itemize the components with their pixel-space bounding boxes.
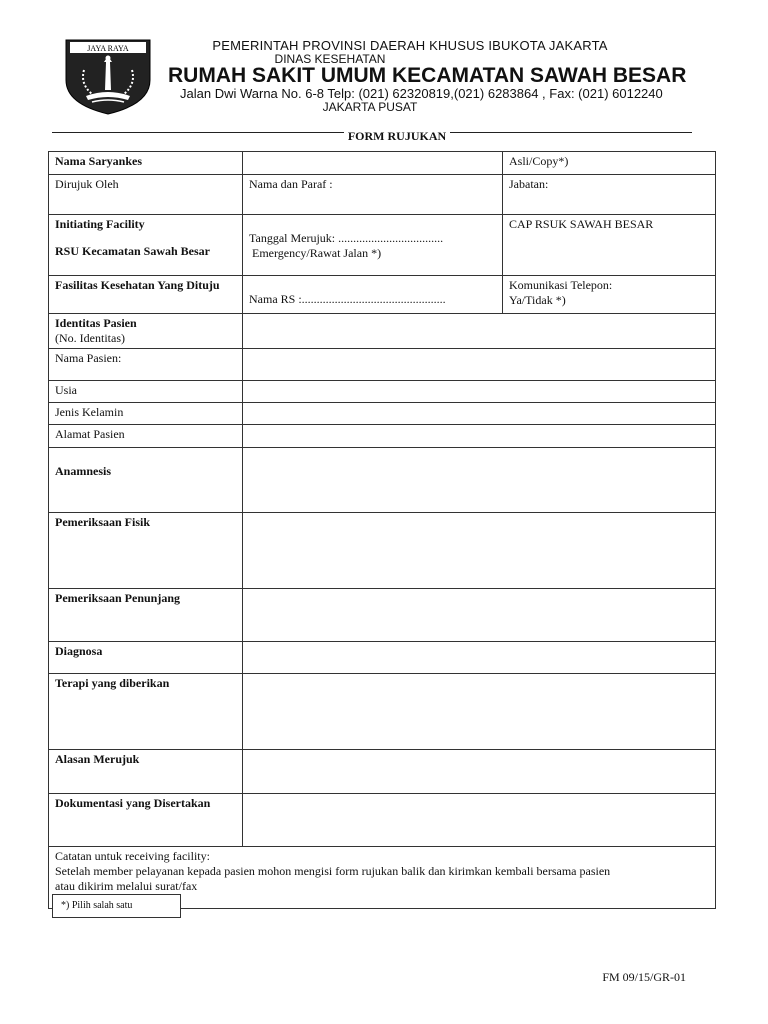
label-dirujuk-oleh: Dirujuk Oleh xyxy=(49,175,243,215)
field-identitas-pasien[interactable] xyxy=(243,314,716,349)
field-pemeriksaan-fisik[interactable] xyxy=(243,513,716,589)
row-alasan-merujuk xyxy=(49,750,716,794)
initiating-facility-label: Initiating Facility xyxy=(55,217,145,231)
label-initiating-facility xyxy=(49,215,243,276)
field-terapi[interactable] xyxy=(243,674,716,750)
no-identitas-label: (No. Identitas) xyxy=(55,331,125,345)
field-diagnosa[interactable] xyxy=(243,642,716,674)
field-komunikasi-telepon[interactable] xyxy=(503,276,716,314)
row-usia xyxy=(49,381,716,403)
form-title-text: FORM RUJUKAN xyxy=(344,129,450,143)
row-dirujuk-oleh xyxy=(49,175,716,215)
field-anamnesis[interactable] xyxy=(243,448,716,513)
pilih-salah-satu-note: *) Pilih salah satu xyxy=(52,894,181,918)
row-jenis-kelamin xyxy=(49,403,716,425)
label-fasilitas-dituju: Fasilitas Kesehatan Yang Dituju xyxy=(49,276,243,314)
row-identitas-pasien xyxy=(49,314,716,349)
field-jenis-kelamin[interactable] xyxy=(243,403,716,425)
row-dokumentasi xyxy=(49,794,716,847)
field-pemeriksaan-penunjang[interactable] xyxy=(243,589,716,642)
tanggal-merujuk-text: Tanggal Merujuk: ................................... xyxy=(249,231,444,245)
government-name: PEMERINTAH PROVINSI DAERAH KHUSUS IBUKOTA JAKARTA xyxy=(212,38,608,53)
hospital-logo xyxy=(62,36,154,116)
row-pemeriksaan-penunjang xyxy=(49,589,716,642)
rsu-kecamatan-label: RSU Kecamatan Sawah Besar xyxy=(55,244,210,258)
field-nama-pasien[interactable] xyxy=(243,349,716,381)
notes-line-3: atau dikirim melalui surat/fax xyxy=(55,879,198,893)
row-nama-saryankes xyxy=(49,152,716,175)
label-alamat-pasien: Alamat Pasien xyxy=(49,425,243,448)
nama-rs-text: Nama RS :................................................ xyxy=(249,292,446,306)
row-pemeriksaan-fisik xyxy=(49,513,716,589)
label-diagnosa: Diagnosa xyxy=(49,642,243,674)
row-initiating-facility xyxy=(49,215,716,276)
label-terapi: Terapi yang diberikan xyxy=(49,674,243,750)
notes-line-1: Catatan untuk receiving facility: xyxy=(55,849,210,863)
notes-line-2: Setelah member pelayanan kepada pasien mohon mengisi form rujukan balik dan kirimkan kembali bersama pasien xyxy=(55,864,611,878)
hospital-name: RUMAH SAKIT UMUM KECAMATAN SAWAH BESAR xyxy=(168,64,687,87)
label-dokumentasi: Dokumentasi yang Disertakan xyxy=(49,794,243,847)
field-nama-rs[interactable] xyxy=(243,276,503,314)
field-dokumentasi[interactable] xyxy=(243,794,716,847)
field-jabatan[interactable]: Jabatan: xyxy=(503,175,716,215)
emergency-text: Emergency/Rawat Jalan *) xyxy=(252,246,382,260)
field-alasan-merujuk[interactable] xyxy=(243,750,716,794)
field-nama-saryankes[interactable] xyxy=(243,152,503,175)
label-nama-saryankes: Nama Saryankes xyxy=(49,152,243,175)
form-code: FM 09/15/GR-01 xyxy=(602,970,686,984)
row-nama-pasien xyxy=(49,349,716,381)
field-nama-dan-paraf[interactable]: Nama dan Paraf : xyxy=(243,175,503,215)
label-pemeriksaan-penunjang: Pemeriksaan Penunjang xyxy=(49,589,243,642)
label-nama-pasien: Nama Pasien: xyxy=(49,349,243,381)
field-alamat-pasien[interactable] xyxy=(243,425,716,448)
department-name: DINAS KESEHATAN xyxy=(274,52,386,66)
komunikasi-text: Komunikasi Telepon: xyxy=(509,278,613,292)
label-usia: Usia xyxy=(49,381,243,403)
label-anamnesis xyxy=(49,448,243,513)
row-diagnosa xyxy=(49,642,716,674)
jakarta-coat-of-arms-icon xyxy=(62,36,154,116)
hospital-city: JAKARTA PUSAT xyxy=(322,100,418,114)
label-pemeriksaan-fisik: Pemeriksaan Fisik xyxy=(49,513,243,589)
field-tanggal-merujuk[interactable] xyxy=(243,215,503,276)
ya-tidak-text: Ya/Tidak *) xyxy=(509,293,566,307)
row-fasilitas-dituju xyxy=(49,276,716,314)
referral-form-table xyxy=(48,151,716,909)
row-alamat-pasien xyxy=(49,425,716,448)
hospital-address: Jalan Dwi Warna No. 6-8 Telp: (021) 62320819,(021) 6283864 , Fax: (021) 6012240 xyxy=(180,86,663,101)
label-identitas-pasien xyxy=(49,314,243,349)
label-alasan-merujuk: Alasan Merujuk xyxy=(49,750,243,794)
field-cap[interactable]: CAP RSUK SAWAH BESAR xyxy=(503,215,716,276)
row-anamnesis xyxy=(49,448,716,513)
field-usia[interactable] xyxy=(243,381,716,403)
logo-motto: JAYA RAYA xyxy=(87,44,129,53)
row-terapi xyxy=(49,674,716,750)
form-title xyxy=(52,129,742,144)
identitas-pasien-label: Identitas Pasien xyxy=(55,316,137,330)
anamnesis-label: Anamnesis xyxy=(55,464,112,478)
label-jenis-kelamin: Jenis Kelamin xyxy=(49,403,243,425)
field-asli-copy[interactable]: Asli/Copy*) xyxy=(503,152,716,175)
